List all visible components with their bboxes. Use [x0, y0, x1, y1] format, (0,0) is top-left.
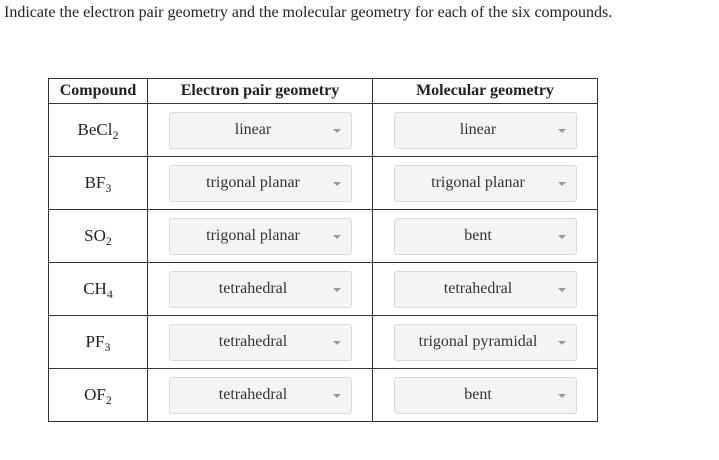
molecular-geometry-select[interactable] [394, 377, 577, 414]
selected-value: tetrahedral [218, 386, 288, 403]
selected-value: trigonal pyramidal [418, 333, 538, 350]
compound-formula [83, 279, 113, 301]
selected-value: linear [234, 121, 272, 138]
electron-pair-geometry-select[interactable] [169, 112, 352, 149]
compound-cell [49, 263, 148, 316]
chevron-down-icon [333, 394, 341, 398]
header-molecular-geometry: Molecular geometry [373, 79, 598, 104]
formula-subscript: 2 [112, 128, 119, 142]
table-row [49, 210, 598, 263]
header-compound: Compound [49, 79, 148, 104]
compound-cell [49, 316, 148, 369]
electron-pair-cell [148, 369, 373, 422]
formula-base: CH [83, 279, 107, 298]
compound-cell [49, 104, 148, 157]
selected-value: tetrahedral [218, 333, 288, 350]
chevron-down-icon [558, 129, 566, 133]
table-row [49, 157, 598, 210]
molecular-geometry-select[interactable] [394, 271, 577, 308]
formula-subscript: 3 [104, 340, 111, 354]
electron-pair-cell [148, 104, 373, 157]
chevron-down-icon [558, 341, 566, 345]
formula-subscript: 2 [105, 234, 112, 248]
compound-formula [84, 173, 112, 195]
formula-base: SO [84, 226, 106, 245]
chevron-down-icon [333, 182, 341, 186]
formula-subscript: 4 [106, 287, 113, 301]
electron-pair-geometry-select[interactable] [169, 377, 352, 414]
molecular-cell [373, 157, 598, 210]
compound-formula [84, 385, 112, 407]
chevron-down-icon [333, 129, 341, 133]
compound-cell [49, 157, 148, 210]
chevron-down-icon [558, 288, 566, 292]
formula-base: BF [84, 173, 106, 192]
molecular-cell [373, 263, 598, 316]
molecular-cell [373, 369, 598, 422]
table-row [49, 369, 598, 422]
table-row [49, 263, 598, 316]
compound-formula [77, 120, 119, 142]
electron-pair-cell [148, 316, 373, 369]
table-header-row [49, 79, 598, 104]
molecular-geometry-select[interactable] [394, 165, 577, 202]
chevron-down-icon [333, 235, 341, 239]
header-electron-pair-geometry: Electron pair geometry [148, 79, 373, 104]
chevron-down-icon [558, 235, 566, 239]
electron-pair-cell [148, 263, 373, 316]
electron-pair-geometry-select[interactable] [169, 165, 352, 202]
molecular-cell [373, 316, 598, 369]
table-row [49, 104, 598, 157]
compound-formula [84, 226, 112, 248]
geometry-table [48, 78, 598, 422]
formula-base: PF [85, 332, 105, 351]
selected-value: tetrahedral [218, 280, 288, 297]
selected-value: trigonal planar [431, 174, 525, 191]
compound-cell [49, 210, 148, 263]
electron-pair-geometry-select[interactable] [169, 324, 352, 361]
formula-base: OF [84, 385, 106, 404]
selected-value: bent [464, 227, 492, 244]
electron-pair-cell [148, 157, 373, 210]
formula-base: BeCl [77, 120, 113, 139]
molecular-cell [373, 104, 598, 157]
chevron-down-icon [333, 341, 341, 345]
molecular-geometry-select[interactable] [394, 218, 577, 255]
selected-value: bent [464, 386, 492, 403]
molecular-cell [373, 210, 598, 263]
chevron-down-icon [558, 182, 566, 186]
selected-value: trigonal planar [206, 174, 300, 191]
molecular-geometry-select[interactable] [394, 324, 577, 361]
selected-value: trigonal planar [206, 227, 300, 244]
compound-formula [85, 332, 111, 354]
chevron-down-icon [333, 288, 341, 292]
compound-cell [49, 369, 148, 422]
electron-pair-geometry-select[interactable] [169, 218, 352, 255]
selected-value: tetrahedral [443, 280, 513, 297]
chevron-down-icon [558, 394, 566, 398]
instructions-text: Indicate the electron pair geometry and the molecular geometry for each of the six compounds. [4, 4, 613, 21]
selected-value: linear [459, 121, 497, 138]
electron-pair-geometry-select[interactable] [169, 271, 352, 308]
molecular-geometry-select[interactable] [394, 112, 577, 149]
electron-pair-cell [148, 210, 373, 263]
formula-subscript: 2 [105, 393, 112, 407]
table-row [49, 316, 598, 369]
formula-subscript: 3 [105, 181, 112, 195]
